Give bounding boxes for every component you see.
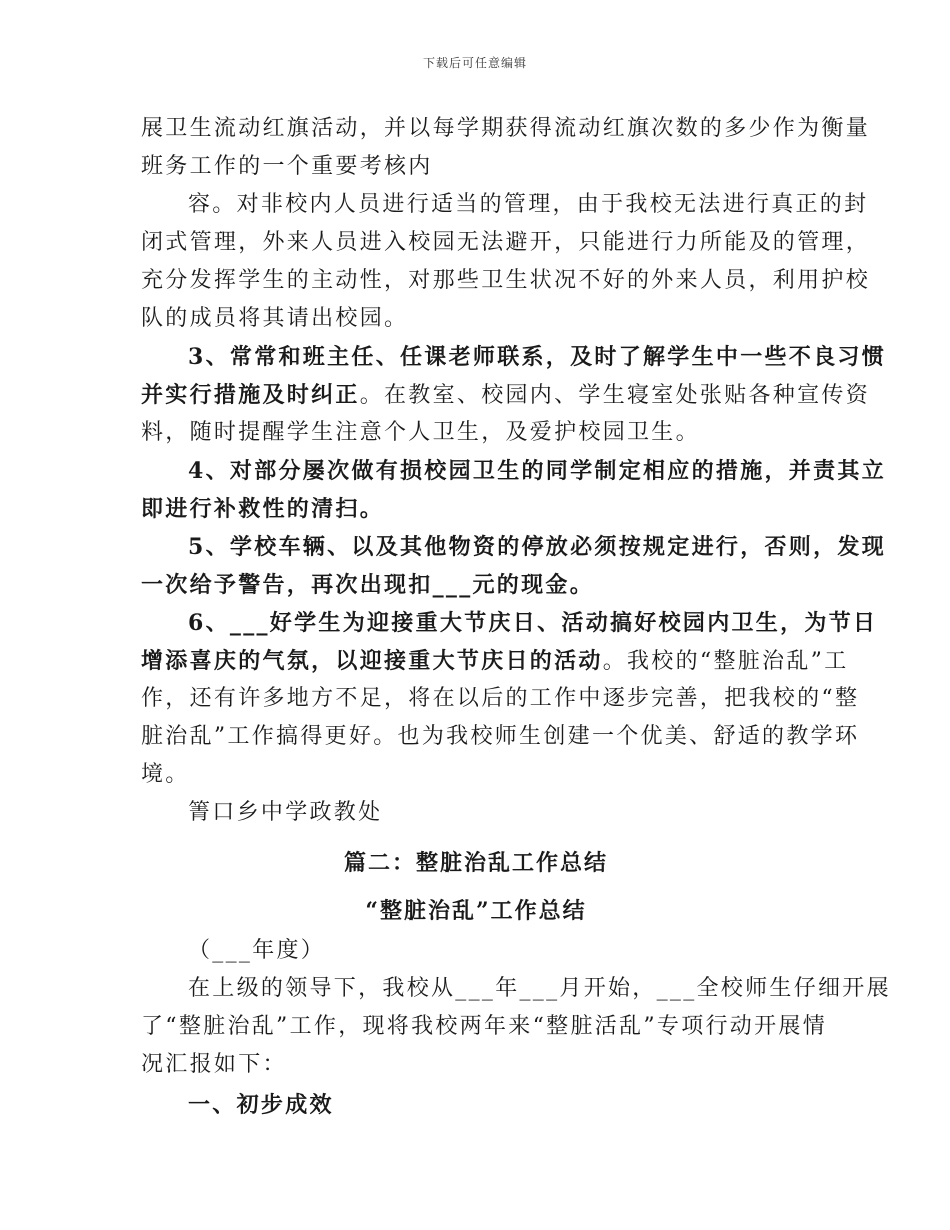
bold-text: 增添喜庆的气氛，以迎接重大节庆日的活动	[141, 648, 603, 674]
text-line: 4、对部分屡次做有损校园卫生的同学制定相应的措施，并责其立	[188, 458, 887, 484]
text-line: 闭式管理，外来人员进入校园无法避开，只能进行力所能及的管理，	[141, 230, 871, 255]
text-line: 在上级的领导下，我校从___年___月开始，___全校师生仔细开展	[188, 976, 891, 1001]
document-body	[141, 110, 891, 1124]
text-line: 队的成员将其请出校园。	[141, 306, 409, 331]
text-line: 展卫生流动红旗活动，并以每学期获得流动红旗次数的多少作为衡量	[141, 116, 871, 141]
text-line: 班务工作的一个重要考核内	[141, 154, 433, 179]
header-note: 下载后可任意编辑	[422, 56, 527, 70]
subsection-heading: 一、初步成效	[188, 1092, 334, 1118]
year-label: （___年度）	[188, 938, 326, 963]
text-line-mixed	[141, 642, 849, 680]
text-line: 脏治乱”工作搞得更好。也为我校师生创建一个优美、舒适的教学环	[141, 724, 860, 749]
text-line: 即进行补救性的清扫。	[141, 496, 385, 522]
text-line: 3、常常和班主任、任课老师联系，及时了解学生中一些不良习惯	[188, 344, 887, 370]
text-line: 况汇报如下：	[141, 1052, 287, 1077]
text-line: 了“整脏治乱”工作，现将我校两年来“整脏活乱”专项行动开展情	[141, 1014, 827, 1039]
signature: 箐口乡中学政教处	[188, 800, 383, 825]
text-line: 作，还有许多地方不足，将在以后的工作中逐步完善，把我校的“整	[141, 686, 860, 711]
text-line: 境。	[141, 762, 190, 787]
document-title: “整脏治乱”工作总结	[365, 898, 587, 924]
text-line: 充分发挥学生的主动性，对那些卫生状况不好的外来人员，利用护校	[141, 268, 871, 293]
text-line: 6、___好学生为迎接重大节庆日、活动搞好校园内卫生，为节日	[188, 610, 878, 636]
text-line: 料，随时提醒学生注意个人卫生，及爱护校园卫生。	[141, 420, 700, 445]
text-line-mixed	[141, 376, 871, 414]
plain-text: 。在教室、校园内、学生寝室处张贴各种宣传资	[359, 383, 871, 408]
text-line: 一次给予警告，再次出现扣___元的现金。	[141, 572, 595, 598]
plain-text: 。我校的“整脏治乱”工	[602, 649, 849, 674]
text-line: 容。对非校内人员进行适当的管理，由于我校无法进行真正的封	[188, 192, 869, 217]
bold-text: 并实行措施及时纠正	[141, 382, 360, 408]
text-line: 5、学校车辆、以及其他物资的停放必须按规定进行，否则，发现	[188, 534, 887, 560]
section-heading: 篇二：整脏治乱工作总结	[343, 850, 608, 876]
